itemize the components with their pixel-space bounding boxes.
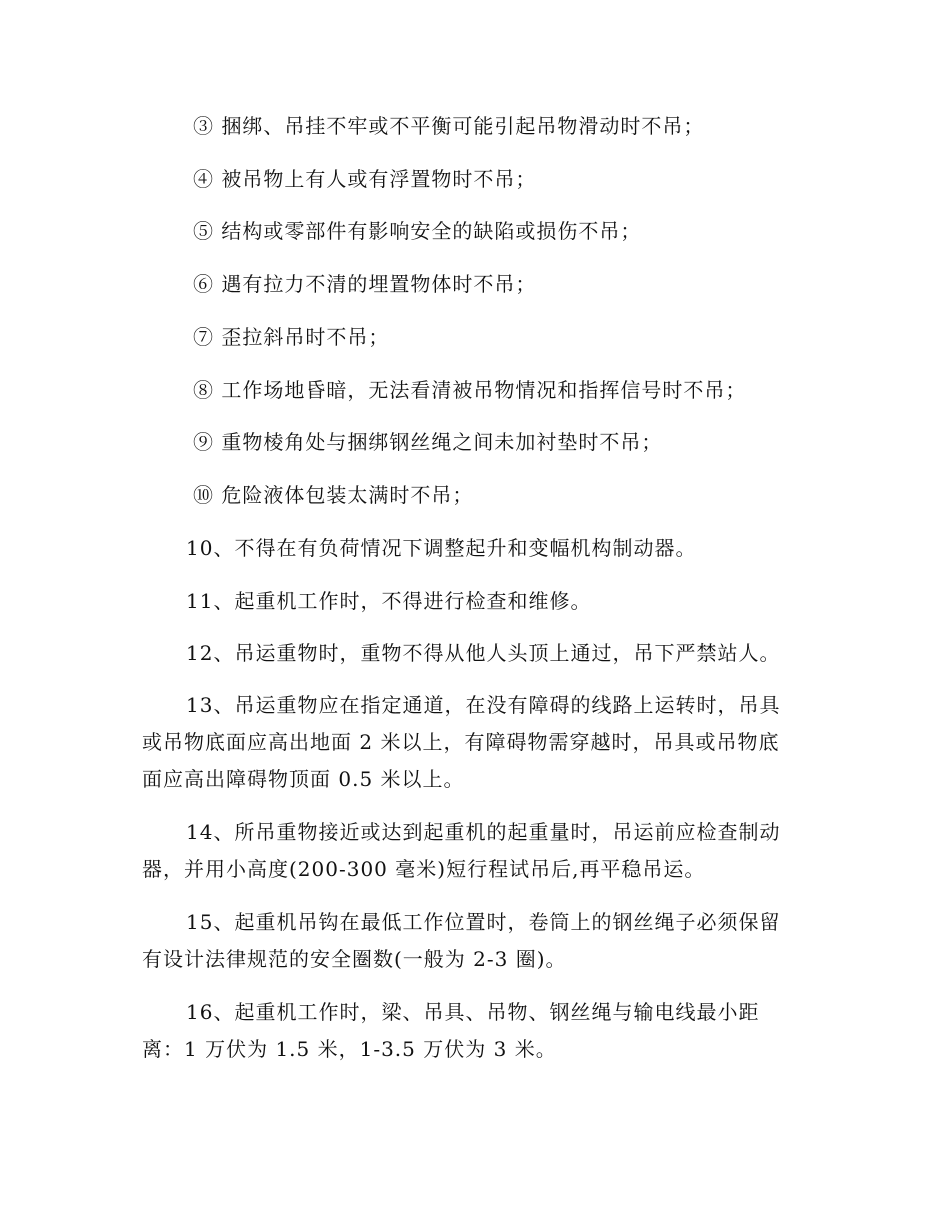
sub-item-3: ③ 捆绑、吊挂不牢或不平衡可能引起吊物滑动时不吊； bbox=[193, 114, 705, 138]
sub-item-7: ⑦ 歪拉斜吊时不吊； bbox=[193, 325, 390, 349]
item-13-line-3: 面应高出障碍物顶面 0.5 米以上。 bbox=[142, 767, 465, 791]
sub-item-4: ④ 被吊物上有人或有浮置物时不吊； bbox=[193, 167, 537, 191]
item-14-line-2: 器，并用小高度(200-300 毫米)短行程试吊后,再平稳吊运。 bbox=[142, 857, 706, 881]
sub-item-8: ⑧ 工作场地昏暗，无法看清被吊物情况和指挥信号时不吊； bbox=[193, 378, 747, 402]
item-15-line-1: 15、起重机吊钩在最低工作位置时，卷筒上的钢丝绳子必须保留 bbox=[186, 910, 781, 934]
item-13-line-1: 13、吊运重物应在指定通道，在没有障碍的线路上运转时，吊具 bbox=[186, 693, 781, 717]
sub-item-10: ⑩ 危险液体包装太满时不吊； bbox=[193, 483, 474, 507]
item-16-line-1: 16、起重机工作时，梁、吊具、吊物、钢丝绳与输电线最小距 bbox=[186, 1000, 760, 1024]
item-11: 11、起重机工作时，不得进行检查和维修。 bbox=[186, 589, 592, 613]
item-10: 10、不得在有负荷情况下调整起升和变幅机构制动器。 bbox=[186, 536, 697, 560]
sub-item-6: ⑥ 遇有拉力不清的埋置物体时不吊； bbox=[193, 272, 537, 296]
item-12: 12、吊运重物时，重物不得从他人头顶上通过，吊下严禁站人。 bbox=[186, 641, 781, 665]
item-16-line-2: 离：1 万伏为 1.5 米，1-3.5 万伏为 3 米。 bbox=[142, 1037, 557, 1061]
item-15-line-2: 有设计法律规范的安全圈数(一般为 2-3 圈)。 bbox=[142, 947, 567, 971]
item-14-line-1: 14、所吊重物接近或达到起重机的起重量时，吊运前应检查制动 bbox=[186, 820, 781, 844]
sub-item-5: ⑤ 结构或零部件有影响安全的缺陷或损伤不吊； bbox=[193, 219, 642, 243]
sub-item-9: ⑨ 重物棱角处与捆绑钢丝绳之间未加衬垫时不吊； bbox=[193, 430, 663, 454]
item-13-line-2: 或吊物底面应高出地面 2 米以上，有障碍物需穿越时，吊具或吊物底 bbox=[142, 730, 780, 754]
